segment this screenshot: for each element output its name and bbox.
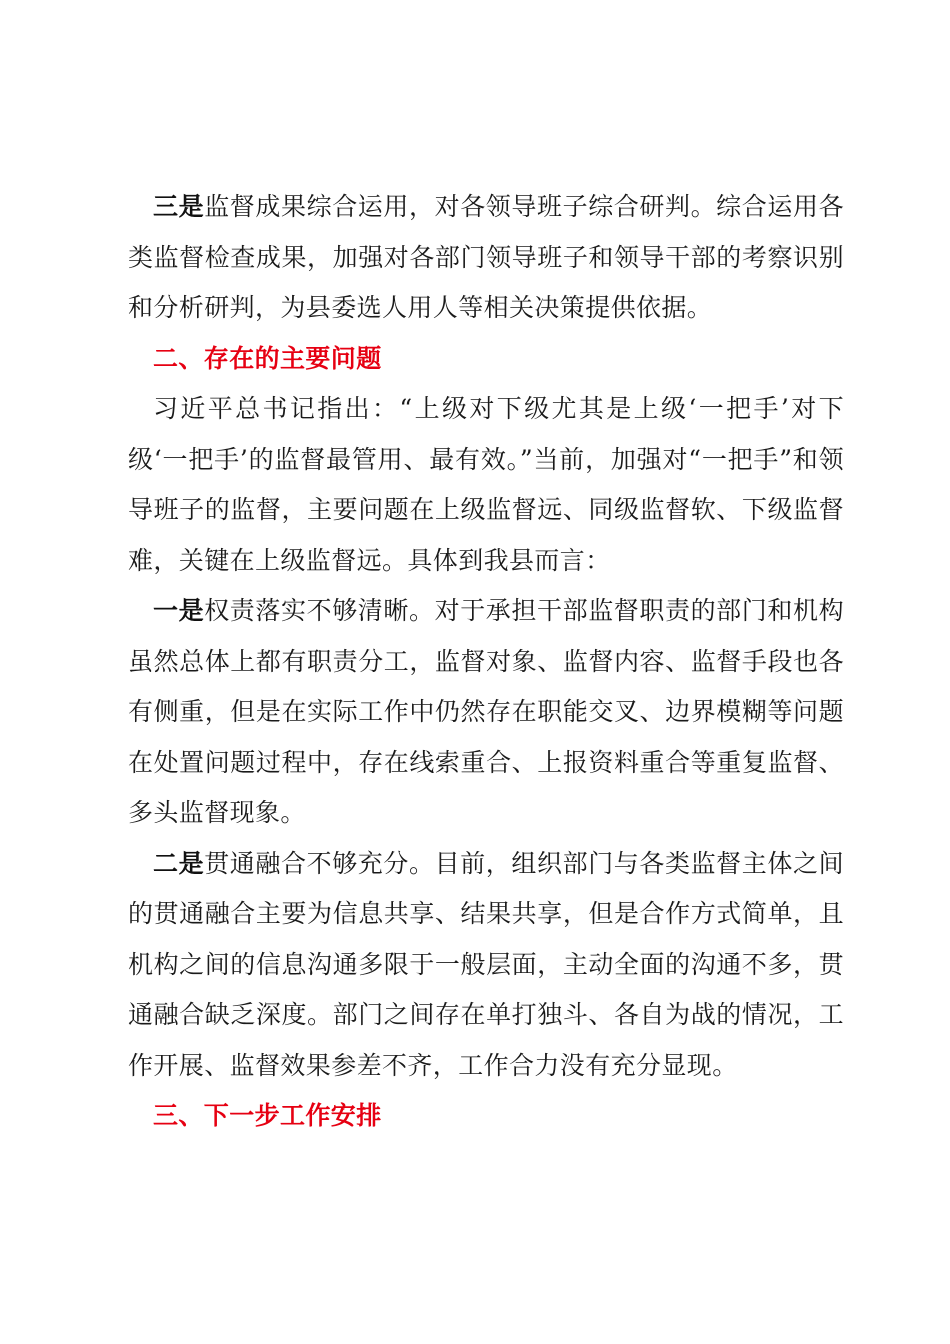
paragraph-third-point bbox=[128, 182, 844, 334]
paragraph-quote bbox=[128, 384, 844, 586]
document-page bbox=[128, 182, 844, 1142]
section-heading-next-steps: 三、下一步工作安排 bbox=[153, 1101, 382, 1130]
paragraph-lead: 一是 bbox=[153, 596, 205, 625]
section-heading-main-problems: 二、存在的主要问题 bbox=[153, 343, 382, 373]
paragraph-first-point bbox=[128, 586, 844, 839]
paragraph-text: 贯通融合不够充分。目前，组织部门与各类监督主体之间的贯通融合主要为信息共享、结果共享，但是合作方式简单，且机构之间的信息沟通多限于一般层面，主动全面的沟通不多，贯通融合缺乏深度。部门之间存在单打独斗、各自为战的情况，工作开展、监督效果参差不齐，工作合力没有充分显现。 bbox=[128, 848, 844, 1080]
paragraph-text: 习近平总书记指出：“上级对下级尤其是上级‘一把手’对下级‘一把手’的监督最管用、最有效。”当前，加强对“一把手”和领导班子的监督，主要问题在上级监督远、同级监督软、下级监督难，关键在上级监督远。具体到我县而言： bbox=[128, 394, 844, 575]
paragraph-text: 权责落实不够清晰。对于承担干部监督职责的部门和机构虽然总体上都有职责分工，监督对象、监督内容、监督手段也各有侧重，但是在实际工作中仍然存在职能交叉、边界模糊等问题在处置问题过程中，存在线索重合、上报资料重合等重复监督、多头监督现象。 bbox=[128, 596, 844, 827]
paragraph-lead: 二是 bbox=[153, 848, 205, 878]
paragraph-lead: 三是 bbox=[153, 192, 205, 221]
paragraph-second-point bbox=[128, 839, 844, 1092]
paragraph-text: 监督成果综合运用，对各领导班子综合研判。综合运用各类监督检查成果，加强对各部门领导班子和领导干部的考察识别和分析研判，为县委选人用人等相关决策提供依据。 bbox=[128, 192, 844, 322]
